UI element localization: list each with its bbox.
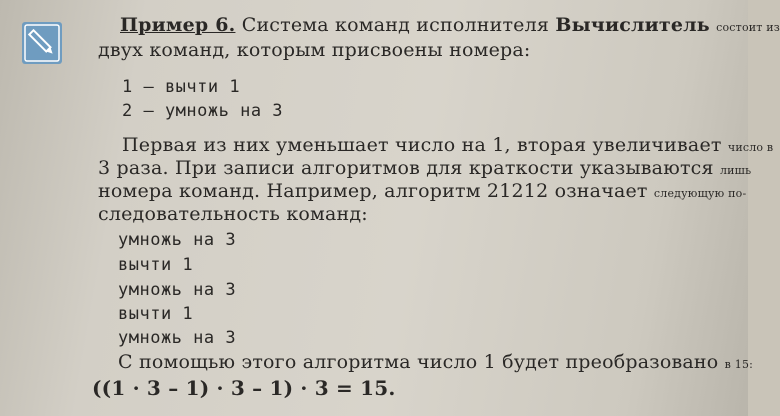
paragraph-line-2-text: 3 раза. При записи алгоритмов для краткости указываются (98, 157, 714, 179)
algorithm-step-4: вычти 1 (118, 304, 194, 324)
conclusion-text: С помощью этого алгоритма число 1 будет преобразовано (118, 351, 719, 373)
algorithm-step-1: умножь на 3 (118, 230, 237, 250)
paragraph-line-1-end: число в (727, 141, 774, 154)
paragraph-line-3 (98, 180, 746, 205)
paragraph-line-1 (122, 134, 773, 159)
algorithm-step-3: умножь на 3 (118, 280, 237, 300)
paragraph-line-2-end: лишь (719, 164, 752, 177)
algorithm-step-5: умножь на 3 (118, 328, 237, 348)
example-label: Пример 6. (120, 14, 236, 36)
command-2: 2 — умножь на 3 (122, 101, 284, 121)
example-heading-line (120, 14, 780, 39)
executor-name: Вычислитель (555, 14, 710, 36)
pencil-icon (22, 22, 62, 64)
conclusion-line-1 (118, 351, 753, 376)
heading-text: Система команд исполнителя (241, 14, 550, 36)
conclusion-end: в 15: (724, 358, 754, 371)
command-1: 1 — вычти 1 (122, 77, 241, 97)
paragraph-line-4: следовательность команд: (98, 203, 368, 225)
paragraph-line-2 (98, 157, 751, 182)
algorithm-step-2: вычти 1 (118, 255, 194, 275)
heading-line-2: двух команд, которым присвоены номера: (98, 39, 531, 61)
conclusion-formula: ((1 · 3 – 1) · 3 – 1) · 3 = 15. (92, 376, 396, 400)
heading-end: состоит из (716, 21, 780, 34)
paragraph-line-3-text: номера команд. Например, алгоритм 21212 означает (98, 180, 648, 202)
paragraph-line-1-text: Первая из них уменьшает число на 1, вторая увеличивает (122, 134, 722, 156)
paragraph-line-3-end: следующую по- (653, 187, 747, 200)
